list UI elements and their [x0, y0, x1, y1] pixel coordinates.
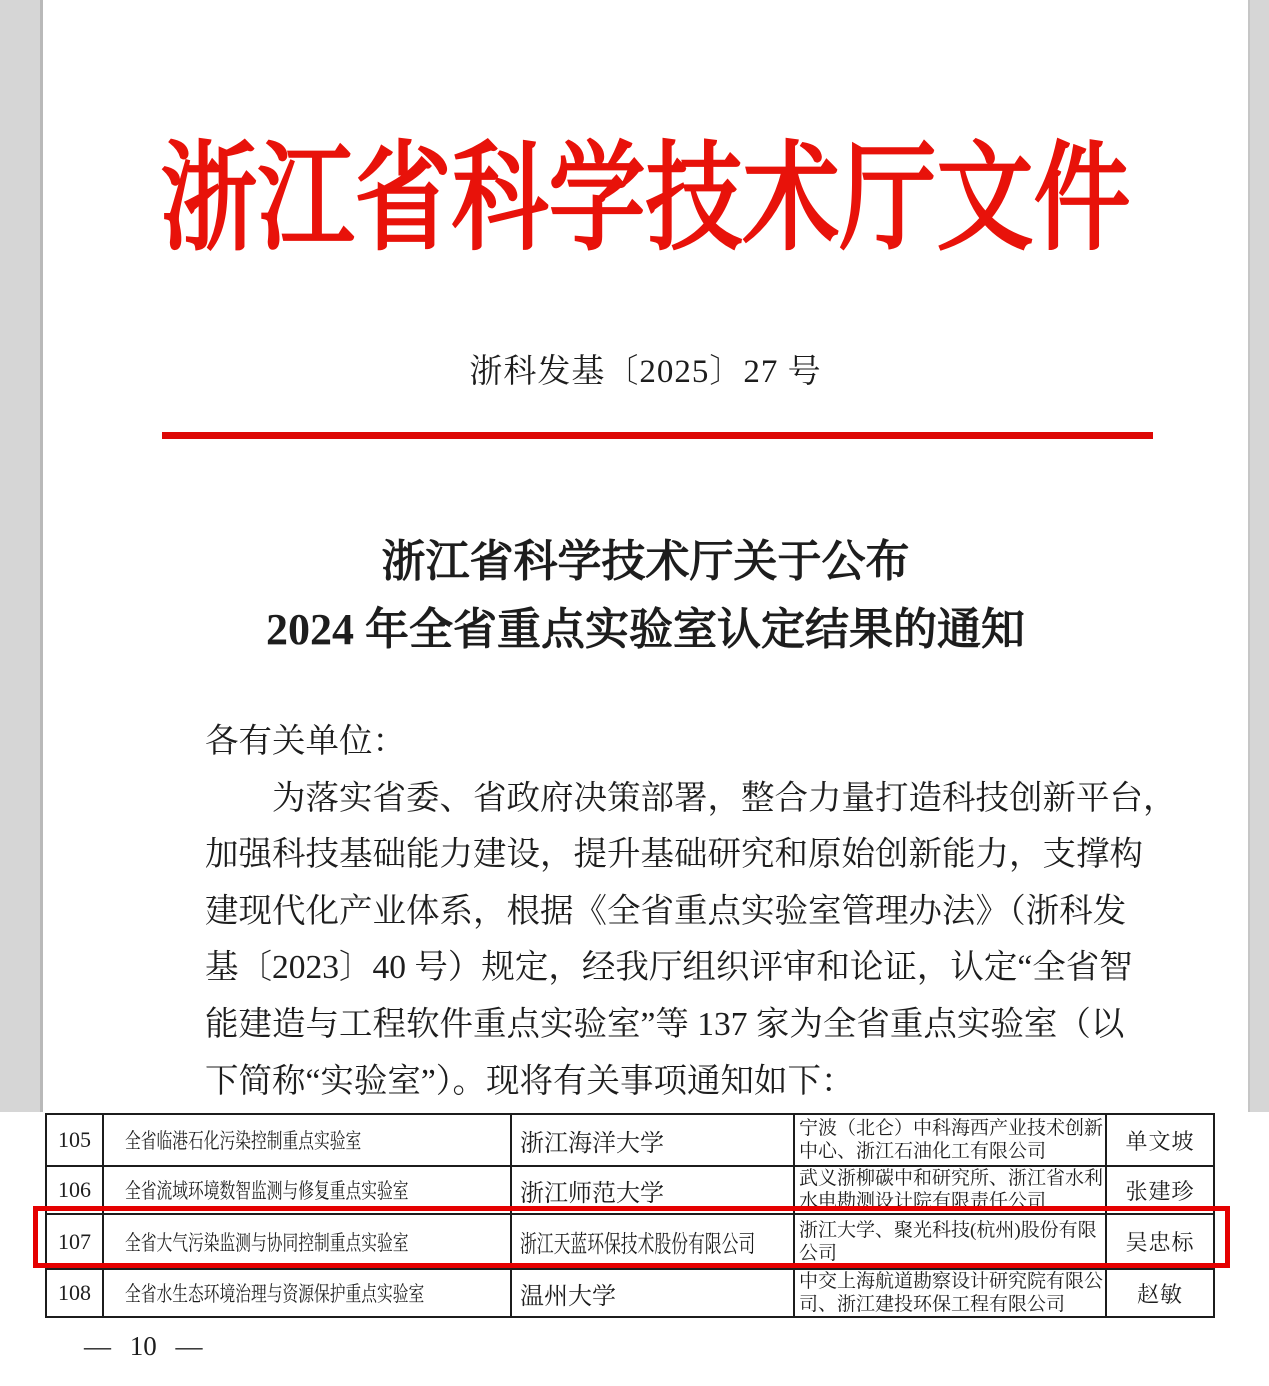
cell-host-institution: 浙江天蓝环保技术股份有限公司 — [511, 1214, 794, 1269]
cell-partner-institutions: 中交上海航道勘察设计研究院有限公司、浙江建投环保工程有限公司 — [794, 1269, 1106, 1317]
table-row — [46, 1114, 1214, 1166]
cell-host-institution: 浙江海洋大学 — [511, 1114, 794, 1166]
salutation: 各有关单位： — [205, 723, 406, 760]
cell-director-name: 单文坡 — [1106, 1114, 1214, 1166]
body-line: 基〔2023〕40 号）规定，经我厅组织评审和论证，认定“全省智 — [205, 949, 1133, 987]
table-scan-strip — [0, 1112, 1269, 1386]
body-line: 为落实省委、省政府决策部署，整合力量打造科技创新平台， — [272, 779, 1177, 817]
cell-lab-name: 全省临港石化污染控制重点实验室 — [103, 1114, 511, 1166]
body-line: 建现代化产业体系，根据《全省重点实验室管理办法》（浙科发 — [205, 892, 1127, 930]
cell-lab-number: 108 — [46, 1269, 103, 1317]
body-line: 能建造与工程软件重点实验室”等 137 家为全省重点实验室（以 — [205, 1005, 1125, 1043]
cell-director-name: 吴忠标 — [1106, 1214, 1214, 1269]
scan-margin-left — [0, 0, 43, 1112]
cell-partner-institutions: 武义浙柳碳中和研究所、浙江省水利水电勘测设计院有限责任公司 — [794, 1166, 1106, 1214]
cell-lab-name: 全省流域环境数智监测与修复重点实验室 — [103, 1166, 511, 1214]
cell-host-institution: 温州大学 — [511, 1269, 794, 1317]
cell-lab-number: 107 — [46, 1214, 103, 1269]
body-paragraph — [205, 714, 1177, 1110]
cell-lab-number: 106 — [46, 1166, 103, 1214]
page-number: — 10 — — [84, 1331, 203, 1361]
cell-lab-name: 全省大气污染监测与协同控制重点实验室 — [103, 1214, 511, 1269]
cell-host-institution: 浙江师范大学 — [511, 1166, 794, 1214]
table-row — [46, 1269, 1214, 1317]
body-line: 下简称“实验室”）。现将有关事项通知如下： — [205, 1062, 855, 1100]
document-header-title: 浙江省科学技术厅文件 — [160, 133, 1131, 265]
scan-margin-right — [1248, 0, 1269, 1113]
body-line: 加强科技基础能力建设，提升基础研究和原始创新能力，支撑构 — [205, 836, 1143, 874]
notice-title-line1: 浙江省科学技术厅关于公布 — [381, 537, 910, 586]
cell-director-name: 张建珍 — [1106, 1166, 1214, 1214]
document-number: 浙科发基〔2025〕27 号 — [469, 354, 822, 390]
cell-lab-name: 全省水生态环境治理与资源保护重点实验室 — [103, 1269, 511, 1317]
cell-lab-number: 105 — [46, 1114, 103, 1166]
row-highlight-box — [33, 1206, 1230, 1268]
cell-partner-institutions: 浙江大学、聚光科技(杭州)股份有限公司 — [794, 1214, 1106, 1269]
cell-partner-institutions: 宁波（北仑）中科海西产业技术创新中心、浙江石油化工有限公司 — [794, 1114, 1106, 1166]
cell-director-name: 赵敏 — [1106, 1269, 1214, 1317]
red-separator-line — [162, 432, 1153, 439]
notice-title-line2: 2024 年全省重点实验室认定结果的通知 — [266, 605, 1025, 654]
